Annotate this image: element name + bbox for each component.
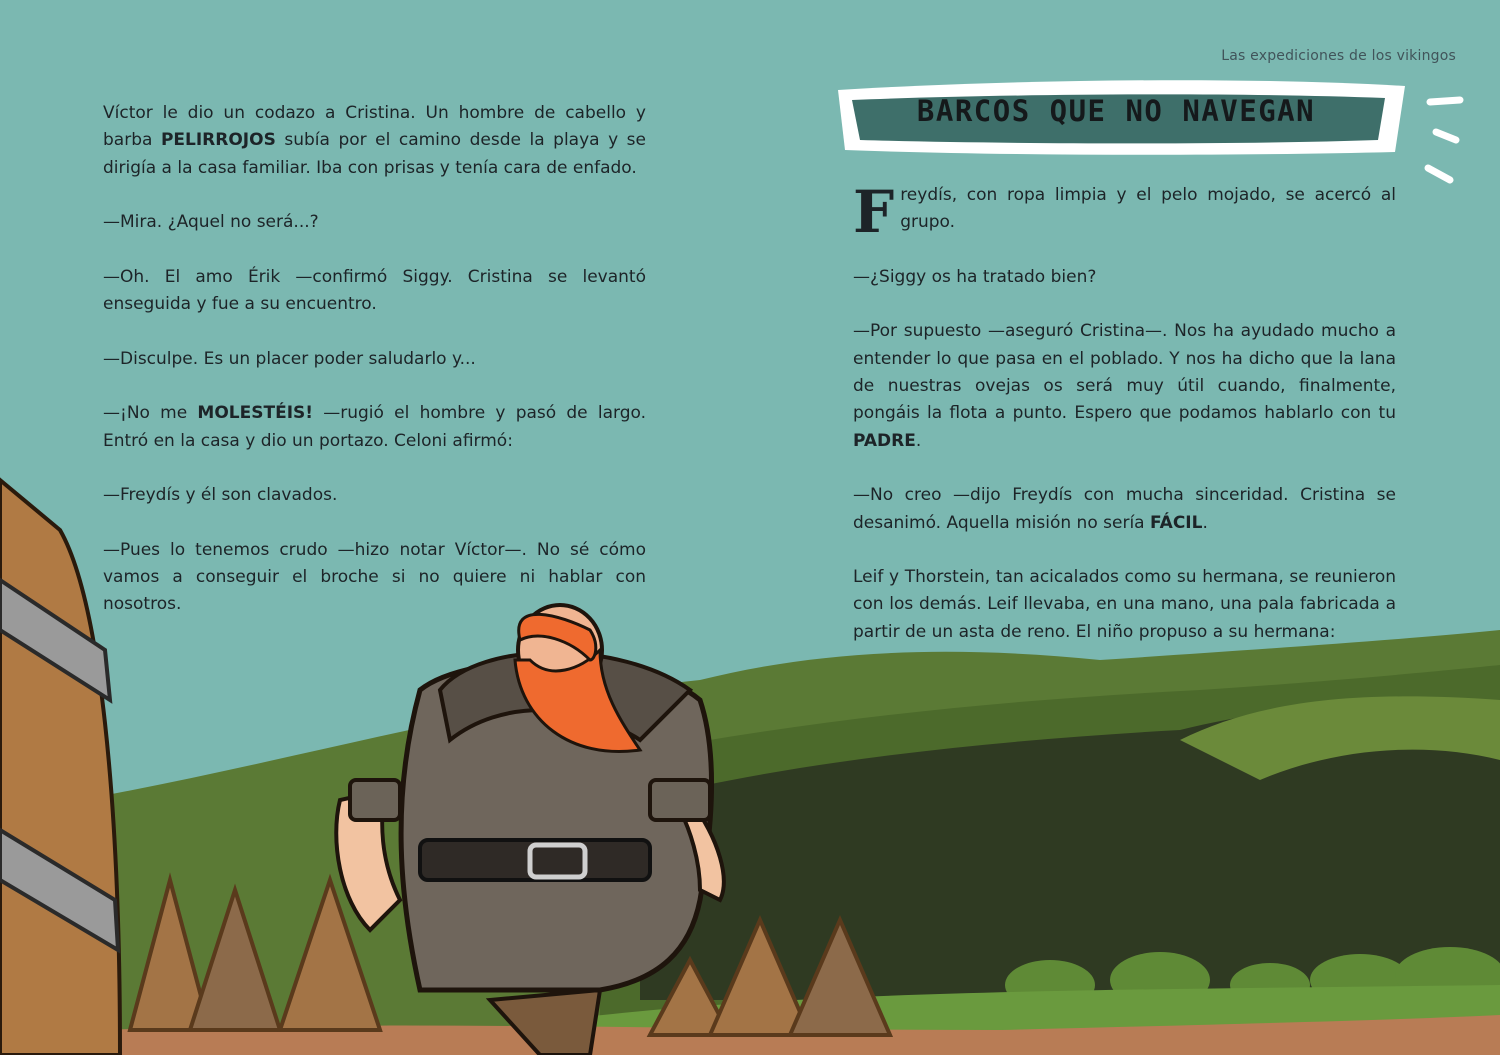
running-header: Las expediciones de los vikingos [1221, 48, 1456, 64]
paragraph: —Oh. El amo Érik —confirmó Siggy. Cristina se levantó enseguida y fue a su encuentro. [103, 266, 646, 315]
paragraph: —Por supuesto —aseguró Cristina—. Nos ha ayudado mucho a entender lo que pasa en el poblado. Y nos ha dicho que la lana de nuestras ovejas os será muy útil cuando, finalmente, pongáis la flota a punto. Espero que podamos hablarlo con tu PADRE. [853, 321, 1396, 451]
paragraph: —Pues lo tenemos crudo —hizo notar Víctor—. No sé cómo vamos a conseguir el broche si no quiere ni hablar con nosotros. [103, 539, 646, 615]
paragraph: Víctor le dio un codazo a Cristina. Un hombre de cabello y barba PELIRROJOS subía por el camino desde la playa y se dirigía a la casa familiar. Iba con prisas y tenía cara de enfado. [103, 103, 646, 178]
paragraph: —¡No me MOLESTÉIS! —rugió el hombre y pasó de largo. Entró en la casa y dio un portazo. Celoni afirmó: [103, 403, 646, 451]
paragraph: Freydís, con ropa limpia y el pelo mojado, se acercó al grupo. [853, 178, 1396, 246]
paragraph: —¿Siggy os ha tratado bien? [853, 266, 1097, 287]
paragraph: Leif y Thorstein, tan acicalados como su hermana, se reunieron con los demás. Leif llevaba, en una mano, una pala fabricada a partir de un asta de reno. El niño propuso a su hermana: [853, 567, 1396, 642]
chapter-title: BARCOS QUE NO NAVEGAN [916, 94, 1316, 128]
right-column [853, 178, 1396, 673]
left-column [103, 100, 646, 646]
paragraph: —Freydís y él son clavados. [103, 485, 338, 506]
paragraph: —Disculpe. Es un placer poder saludarlo y... [103, 348, 476, 369]
paragraph: —No creo —dijo Freydís con mucha sinceridad. Cristina se desanimó. Aquella misión no sería FÁCIL. [853, 485, 1396, 533]
paragraph: —Mira. ¿Aquel no será...? [103, 212, 319, 233]
drop-cap: F [853, 178, 895, 246]
wooden-door [0, 480, 120, 1055]
